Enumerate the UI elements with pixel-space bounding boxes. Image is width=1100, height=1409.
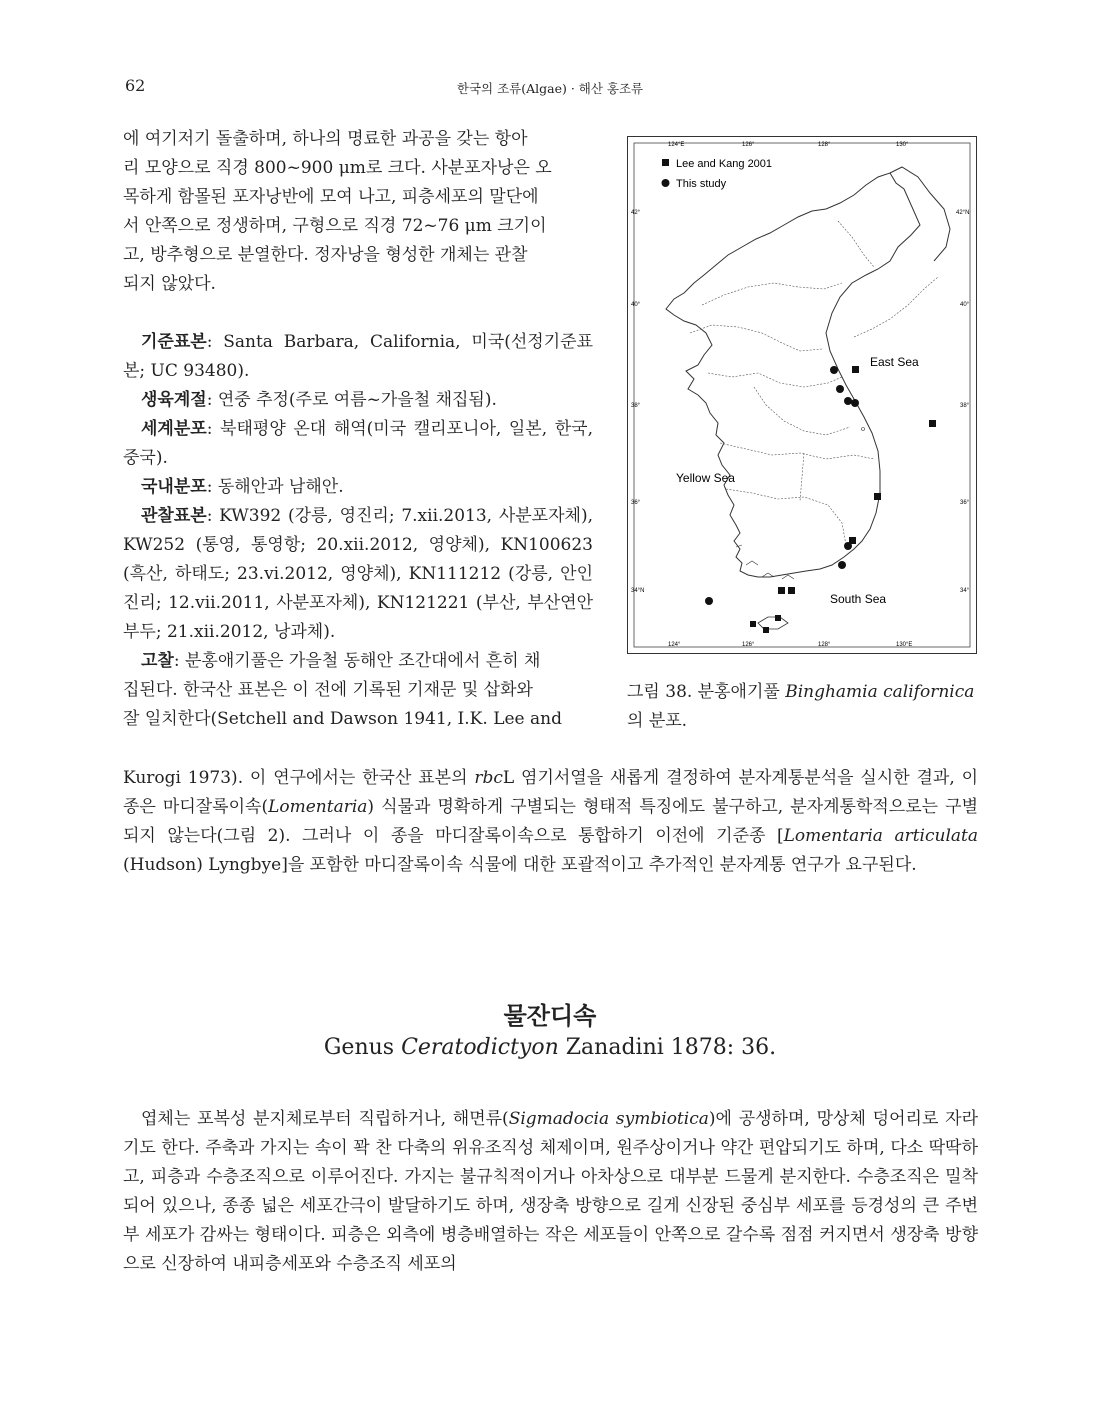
- discussion-text: (Hudson) Lyngbye]을 포함한 마디잘록이속 식물에 대한 포괄적이고 추가적인 분자계통 연구가 요구된다.: [123, 855, 917, 875]
- right-tick: 36°: [960, 500, 970, 506]
- distribution-map-figure: [627, 136, 977, 654]
- description-text: )에 공생하며, 망상체 덩어리로 자라기도 한다. 주축과 가지는 속이 꽉 찬 다축의 위유조직성 체제이며, 원주상이거나 약간 편압되기도 하며, 다소 딱딱하고, 피층과 수층조직으로 이루어진다. 가지는 불규칙적이거나 아차상으로 대부분 드물게 분지한다. 수층조직은 밀착되어 있으나, 종종 넓은 세포간극이 발달하기도 하며, 생장축 방향으로 길게 신장된 중심부 세포를 등경성의 큰 주변부 세포가 감싸는 형태이다. 피층은 외측에 병층배열하는 작은 세포들이 안쪽으로 갈수록 점점 커지면서 생장축 방향으로 신장하여 내피층세포와 수층조직 세포의: [123, 1109, 979, 1274]
- province-border: [708, 373, 842, 387]
- left-tick: 40°: [631, 302, 641, 308]
- discussion-label: 고찰: [141, 651, 174, 671]
- domestic-distribution-label: 국내분포: [141, 477, 207, 497]
- discussion-column-lines: [123, 647, 593, 734]
- korea-coastline: [666, 173, 920, 577]
- figure-caption: [627, 678, 987, 736]
- legend-square-label: Lee and Kang 2001: [676, 158, 773, 170]
- left-tick: 38°: [631, 403, 641, 409]
- yellow-sea-label: Yellow Sea: [676, 471, 735, 485]
- record-square: [775, 615, 781, 621]
- record-square: [929, 420, 936, 427]
- legend-circle-icon: [662, 179, 670, 187]
- discussion-text: L 염기서열을 새롭게 결정하여 분자계통분석을 실시한 결과, 이 종은 마디잘록이속(: [123, 768, 978, 817]
- season: [123, 386, 593, 415]
- record-square: [852, 366, 859, 373]
- intro-line: 에 여기저기 돌출하며, 하나의 명료한 과공을 갖는 항아: [123, 129, 528, 149]
- domestic-distribution-text: : 동해안과 남해안.: [206, 477, 344, 497]
- province-border: [702, 283, 842, 305]
- record-circle: [705, 597, 713, 605]
- record-circle: [836, 385, 844, 393]
- genus-prefix: Genus: [323, 1035, 402, 1060]
- intro-line: 리 모양으로 직경 800~900 μm로 크다. 사분포자낭은 오: [123, 158, 552, 178]
- genus-description-paragraph: [123, 1105, 978, 1279]
- left-tick: 34°N: [631, 588, 645, 594]
- domestic-distribution: [123, 473, 593, 502]
- caption-species: Binghamia californica: [785, 682, 975, 702]
- type-species-name: Lomentaria articulata: [783, 826, 978, 846]
- discussion-text: Kurogi 1973). 이 연구에서는 한국산 표본의: [123, 768, 475, 788]
- record-square: [778, 587, 785, 594]
- specimens: [123, 502, 593, 647]
- record-square: [750, 621, 756, 627]
- northeast-coast: [890, 167, 950, 261]
- south-sea-label: South Sea: [830, 592, 887, 606]
- genus-authority: Zanadini 1878: 36.: [558, 1035, 777, 1060]
- top-tick: 126°: [742, 142, 755, 148]
- right-tick: 34°: [960, 588, 970, 594]
- intro-line: 고, 방추형으로 분열한다. 정자낭을 형성한 개체는 관찰: [123, 245, 528, 265]
- top-tick: 128°: [818, 142, 831, 148]
- province-border: [854, 277, 938, 337]
- world-distribution-text: : 북태평양 온대 해역(미국 캘리포니아, 일본, 한국, 중국).: [123, 419, 593, 468]
- legend-circle-label: This study: [676, 178, 727, 190]
- intro-line: 서 안쪽으로 정생하며, 구형으로 직경 72~76 μm 크기이: [123, 216, 547, 236]
- right-tick: 40°: [960, 302, 970, 308]
- top-tick: 124°E: [668, 142, 685, 148]
- section-korean-title: 물잔디속: [503, 1001, 597, 1030]
- season-text: : 연중 추정(주로 여름~가을철 채집됨).: [206, 390, 497, 410]
- province-border: [726, 489, 846, 545]
- record-square: [874, 493, 881, 500]
- province-border: [720, 443, 874, 459]
- bottom-tick: 130°E: [896, 642, 913, 648]
- page-number: 62: [125, 76, 146, 95]
- discussion-line: 집된다. 한국산 표본은 이 전에 기록된 기재문 및 삽화와: [123, 680, 533, 700]
- specimens-label: 관찰표본: [141, 506, 207, 526]
- discussion-paragraph: [123, 764, 978, 880]
- top-tick: 130°: [896, 142, 909, 148]
- bottom-tick: 128°: [818, 642, 831, 648]
- world-distribution: [123, 415, 593, 473]
- running-title: 한국의 조류(Algae) · 해산 홍조류: [456, 81, 644, 96]
- bottom-tick: 126°: [742, 642, 755, 648]
- caption-prefix: 그림 38. 분홍애기풀: [627, 682, 786, 702]
- record-circle: [838, 561, 846, 569]
- section-genus-heading: [0, 1035, 1100, 1060]
- intro-text: [123, 125, 593, 299]
- rbc-gene: rbc: [474, 768, 503, 788]
- record-square: [788, 587, 795, 594]
- province-border: [838, 221, 874, 267]
- genus-description: [123, 1105, 978, 1279]
- lomentaria-genus: Lomentaria: [268, 797, 368, 817]
- discussion-full-width: [123, 764, 978, 880]
- type-specimen-label: 기준표본: [141, 332, 207, 352]
- province-border: [754, 387, 850, 435]
- specimens-text: : KW392 (강릉, 영진리; 7.xii.2013, 사분포자체), KW252 (통영, 통영항; 20.xii.2012, 영양체), KN100623 (흑산, 하태도; 23.vi.2012, 영양체), KN111212 (강릉, 안인진리; 12.vii.2011, 사분포자체), KN121221 (부산, 부산연안부두; 21.xii.2012, 낭과체).: [123, 506, 593, 642]
- legend-square-icon: [662, 159, 669, 166]
- record-circle: [844, 542, 852, 550]
- bottom-tick: 124°: [668, 642, 681, 648]
- record-circle: [830, 366, 838, 374]
- season-label: 생육계절: [141, 390, 207, 410]
- record-square: [763, 627, 769, 633]
- type-specimen-text: : Santa Barbara, California, 미국(선정기준표본; UC 93480).: [123, 332, 593, 381]
- left-tick: 36°: [631, 500, 641, 506]
- discussion-line: : 분홍애기풀은 가을철 동해안 조간대에서 흔히 채: [173, 651, 541, 671]
- genus-name: Ceratodictyon: [401, 1035, 559, 1060]
- record-circle: [851, 399, 859, 407]
- right-tick: 38°: [960, 403, 970, 409]
- korea-map: [628, 137, 976, 653]
- world-distribution-label: 세계분포: [141, 419, 207, 439]
- record-circle: [844, 397, 852, 405]
- description-text: 엽체는 포복성 분지체로부터 직립하거나, 해면류(: [141, 1109, 509, 1129]
- discussion-line: 잘 일치한다(Setchell and Dawson 1941, I.K. Lee and: [123, 709, 562, 729]
- right-tick: 42°N: [956, 210, 970, 216]
- discussion-text: ) 식물과 명확하게 구별되는 형태적 특징에도 불구하고, 분자계통학적으로는 구별되지 않는다(그림 2). 그러나 이 종을 마디잘록이속으로 통합하기 이전에 기준종 [: [123, 797, 978, 846]
- ulleung-island: [862, 428, 865, 431]
- east-sea-label: East Sea: [870, 355, 919, 369]
- province-border: [800, 453, 804, 501]
- intro-line: 되지 않았다.: [123, 274, 216, 294]
- species-description-column: [123, 125, 593, 734]
- type-specimen: [123, 328, 593, 386]
- caption-suffix: 의 분포.: [627, 711, 688, 731]
- sponge-species-name: Sigmadocia symbiotica: [508, 1109, 709, 1129]
- intro-line: 목하게 함몰된 포자낭반에 모여 나고, 피층세포의 말단에: [123, 187, 539, 207]
- jeju-island: [758, 617, 788, 629]
- left-tick: 42°: [631, 210, 641, 216]
